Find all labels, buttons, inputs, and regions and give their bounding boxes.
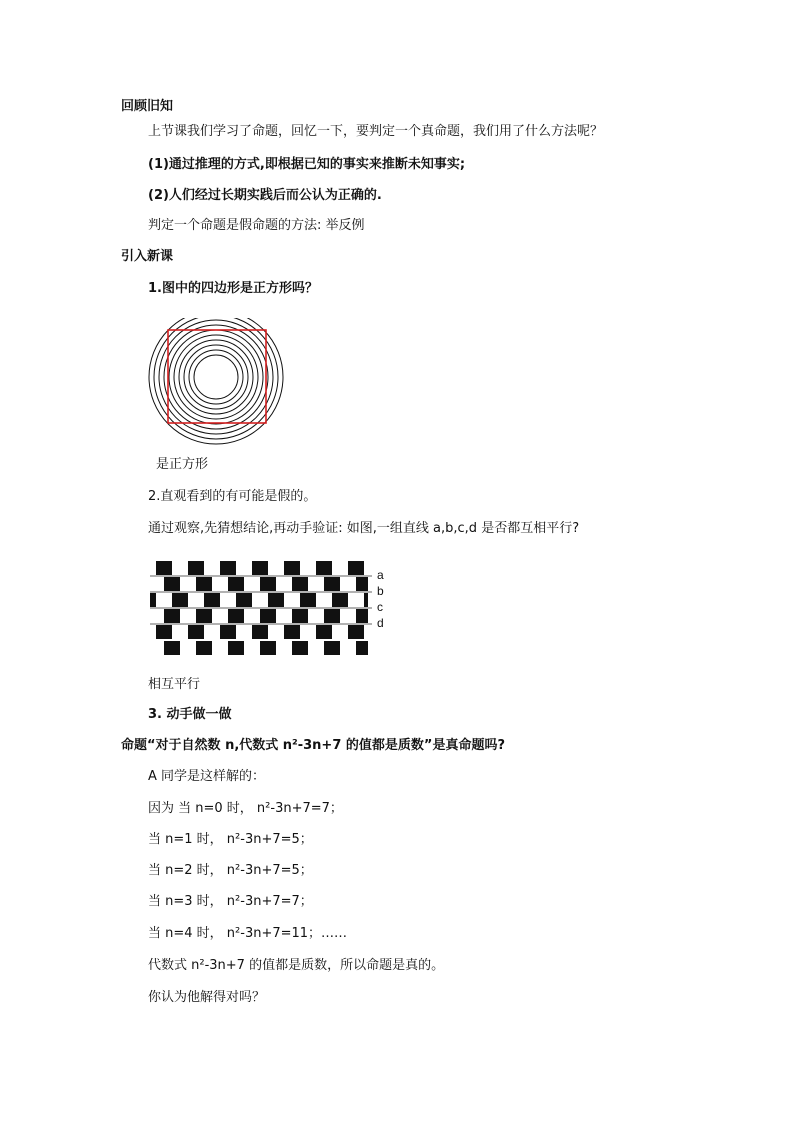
brick	[260, 577, 276, 591]
review-heading: 回顾旧知	[121, 99, 174, 114]
brick	[268, 593, 284, 607]
brick	[164, 641, 180, 655]
brick	[364, 593, 368, 607]
answer-2: 相互平行	[148, 677, 201, 692]
brick	[252, 625, 268, 639]
line-label-a: a	[377, 568, 384, 582]
brick	[284, 625, 300, 639]
false-proposition-method: 判定一个命题是假命题的方法: 举反例	[148, 218, 365, 233]
question-2-text: 通过观察,先猜想结论,再动手验证: 如图,一组直线 a,b,c,d 是否都互相平行?	[148, 521, 580, 536]
student-intro: A 同学是这样解的：	[148, 769, 266, 784]
brick	[204, 593, 220, 607]
circles-square-figure	[146, 318, 288, 450]
concentric-circles	[149, 318, 283, 444]
brick	[228, 641, 244, 655]
question-3: 3. 动手做一做	[148, 707, 232, 722]
brick	[292, 609, 308, 623]
line-label-b: b	[377, 584, 384, 598]
step-n0: 因为 当 n=0 时， n²-3n+7=7；	[148, 801, 343, 816]
brick	[316, 625, 332, 639]
step-n1: 当 n=1 时， n²-3n+7=5；	[148, 832, 313, 847]
brick	[150, 593, 156, 607]
brick	[188, 561, 204, 575]
brick	[356, 641, 368, 655]
brick	[228, 609, 244, 623]
brick	[316, 561, 332, 575]
step-n2: 当 n=2 时， n²-3n+7=5；	[148, 863, 313, 878]
cafe-wall-figure	[150, 560, 396, 658]
question-2: 2.直观看到的有可能是假的。	[148, 489, 317, 504]
brick	[356, 609, 368, 623]
brick	[324, 577, 340, 591]
method-1: (1)通过推理的方式,即根据已知的事实来推断未知事实;	[148, 157, 466, 172]
brick	[220, 561, 236, 575]
brick	[292, 577, 308, 591]
brick	[164, 577, 180, 591]
method-2: (2)人们经过长期实践后而公认为正确的.	[148, 188, 382, 203]
brick	[156, 561, 172, 575]
brick	[196, 577, 212, 591]
question-1: 1.图中的四边形是正方形吗？	[148, 281, 318, 296]
brick	[252, 561, 268, 575]
brick	[324, 609, 340, 623]
brick	[284, 561, 300, 575]
answer-1: 是正方形	[156, 457, 209, 472]
brick	[300, 593, 316, 607]
brick	[324, 641, 340, 655]
conclusion: 代数式 n²-3n+7 的值都是质数，所以命题是真的。	[148, 958, 445, 973]
final-question: 你认为他解得对吗？	[148, 990, 266, 1005]
step-n4: 当 n=4 时， n²-3n+7=11；……	[148, 926, 348, 941]
brick	[172, 593, 188, 607]
brick	[236, 593, 252, 607]
brick	[196, 609, 212, 623]
brick	[156, 625, 172, 639]
brick	[228, 577, 244, 591]
intro-heading: 引入新课	[121, 249, 174, 264]
brick	[196, 641, 212, 655]
brick	[332, 593, 348, 607]
brick	[260, 609, 276, 623]
brick	[220, 625, 236, 639]
brick	[260, 641, 276, 655]
brick	[348, 625, 364, 639]
line-label-c: c	[377, 600, 383, 614]
brick	[164, 609, 180, 623]
line-label-d: d	[377, 616, 384, 630]
brick	[356, 577, 368, 591]
proposition-text: 命题“对于自然数 n,代数式 n²-3n+7 的值都是质数”是真命题吗?	[121, 738, 505, 753]
brick	[188, 625, 204, 639]
brick	[348, 561, 364, 575]
step-n3: 当 n=3 时， n²-3n+7=7；	[148, 894, 313, 909]
review-question: 上节课我们学习了命题，回忆一下，要判定一个真命题，我们用了什么方法呢？	[148, 124, 604, 139]
brick	[292, 641, 308, 655]
